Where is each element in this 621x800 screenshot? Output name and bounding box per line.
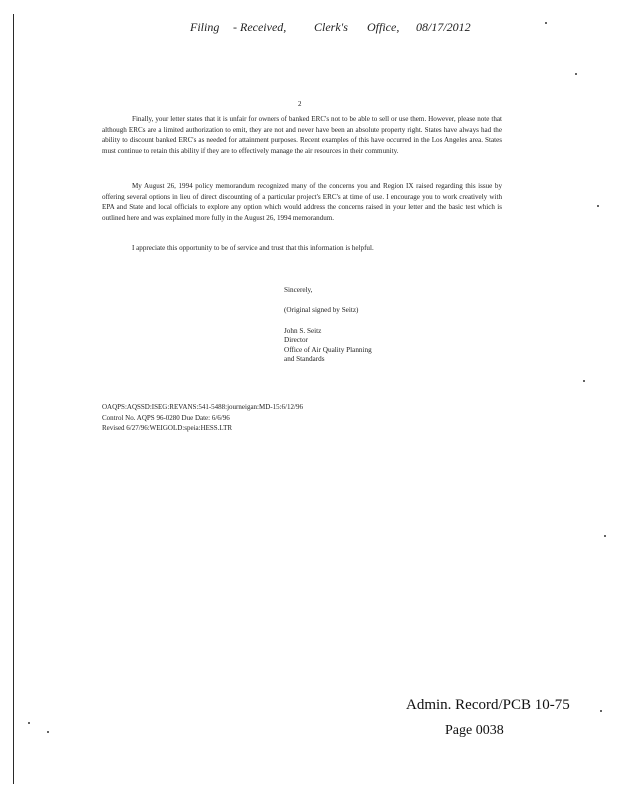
control-number-line: Control No. AQPS 96-0280 Due Date: 6/6/96 — [102, 413, 230, 422]
scan-speck — [47, 731, 49, 733]
closing: Sincerely, — [284, 286, 313, 294]
scan-speck — [583, 380, 585, 382]
letter-paragraph — [102, 243, 502, 262]
signature-block — [284, 327, 372, 365]
scan-speck — [545, 22, 547, 24]
admin-record-stamp: Admin. Record/PCB 10-75 — [406, 697, 570, 713]
scan-speck — [28, 722, 30, 724]
received-label: - Received, — [233, 20, 287, 34]
filing-label: Filing — [190, 20, 220, 34]
scan-edge-line — [13, 14, 14, 784]
scan-speck — [575, 73, 577, 75]
paragraph-text: Finally, your letter states that it is unfair for owners of banked ERC's not to be able to sell or use them. However, please note that although ERCs are a limited authorization to emit, they are not and never have been an absolute property right. States have always had the ability to discount banked ERC's as needed for attainment purposes. Recent examples of this have occurred in the Los Angeles area. States must continue to retain this ability if they are to effectively manage the air resources in their community. — [102, 115, 502, 155]
routing-codes — [102, 402, 303, 434]
letter-paragraph — [102, 114, 502, 164]
office-label: Office, — [367, 20, 400, 34]
page-number: 2 — [298, 100, 302, 108]
paragraph-text: I appreciate this opportunity to be of service and trust that this information is helpful. — [132, 244, 374, 252]
revision-line: Revised 6/27/96:WEIGOLD:speia:HESS.LTR — [102, 424, 233, 432]
signer-name: John S. Seitz — [284, 327, 322, 335]
signer-office-line-2: and Standards — [284, 355, 325, 364]
scan-speck — [604, 535, 606, 537]
signed-note: (Original signed by Seitz) — [284, 306, 359, 314]
paragraph-text: My August 26, 1994 policy memorandum recognized many of the concerns you and Region IX raised regarding this issue by offering several options in lieu of direct discounting of a particular project's ERC's at time of use. I encourage you to work creatively with EPA and State and local officials to explore any option which would address the concerns raised in your letter and the basic test which is outlined here and was explained more fully in the August 26, 1994 memorandum. — [102, 182, 502, 222]
clerks-label: Clerk's — [314, 20, 348, 34]
scan-speck — [597, 205, 599, 207]
filing-header — [190, 20, 471, 35]
signer-office-line-1: Office of Air Quality Planning — [284, 345, 372, 354]
scan-speck — [600, 710, 602, 712]
routing-code-line: OAQPS:AQSSD:ISEG:REVANS:541-5488:journeigan:MD-15:6/12/96 — [102, 403, 303, 411]
letter-paragraph — [102, 181, 502, 231]
filing-date: 08/17/2012 — [416, 20, 471, 34]
signer-title: Director — [284, 336, 308, 345]
record-page-number: Page 0038 — [445, 723, 504, 738]
